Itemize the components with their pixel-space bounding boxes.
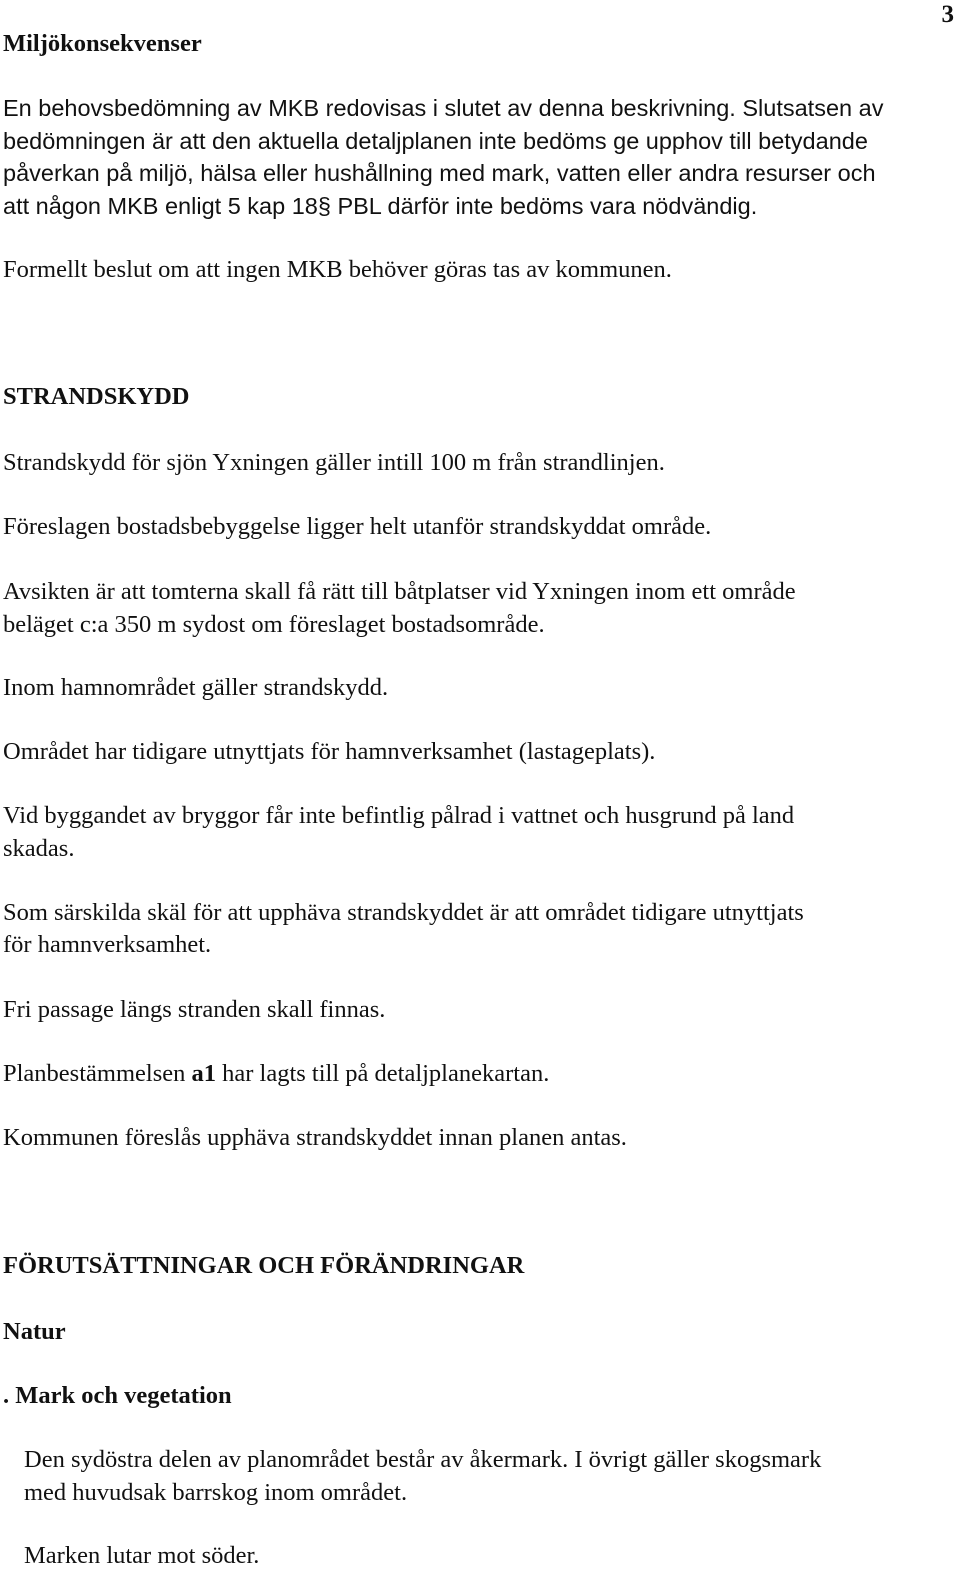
text-line: beläget c:a 350 m sydost om föreslaget bostadsområde.	[3, 611, 545, 638]
strandskydd-paragraph-10: Kommunen föreslås upphäva strandskyddet innan planen antas.	[3, 1124, 627, 1151]
text-line: påverkan på miljö, hälsa eller hushållning med mark, vatten eller andra resurser och	[3, 160, 876, 186]
mark-paragraph-2: Marken lutar mot söder.	[24, 1542, 260, 1569]
text-line: Avsikten är att tomterna skall få rätt till båtplatser vid Yxningen inom ett område	[3, 578, 796, 605]
strandskydd-paragraph-1: Strandskydd för sjön Yxningen gäller intill 100 m från strandlinjen.	[3, 449, 665, 476]
miljo-heading: Miljökonsekvenser	[3, 30, 202, 57]
text-line: En behovsbedömning av MKB redovisas i slutet av denna beskrivning. Slutsatsen av	[3, 95, 884, 121]
text-line: bedömningen är att den aktuella detaljplanen inte bedöms ge upphov till betydande	[3, 128, 868, 154]
text-line: med huvudsak barrskog inom området.	[24, 1479, 408, 1506]
strandskydd-paragraph-9	[3, 1058, 549, 1090]
strandskydd-paragraph-8: Fri passage längs stranden skall finnas.	[3, 996, 386, 1023]
text-after: har lagts till på detaljplanekartan.	[215, 1060, 550, 1087]
miljo-paragraph-2: Formellt beslut om att ingen MKB behöver göras tas av kommunen.	[3, 256, 672, 283]
text-line: skadas.	[3, 835, 75, 862]
text-line: för hamnverksamhet.	[3, 931, 212, 958]
plan-code: a1	[191, 1060, 216, 1087]
text-line: att någon MKB enligt 5 kap 18§ PBL därför inte bedöms vara nödvändig.	[3, 193, 758, 219]
text-before: Planbestämmelsen	[3, 1060, 192, 1087]
mark-vegetation-subheading: . Mark och vegetation	[3, 1382, 232, 1409]
strandskydd-paragraph-4: Inom hamnområdet gäller strandskydd.	[3, 674, 389, 701]
strandskydd-heading: STRANDSKYDD	[3, 383, 190, 410]
text-line: Som särskilda skäl för att upphäva strandskyddet är att området tidigare utnyttjats	[3, 899, 804, 926]
text-line: Den sydöstra delen av planområdet består av åkermark. I övrigt gäller skogsmark	[24, 1446, 822, 1473]
natur-subheading: Natur	[3, 1318, 66, 1345]
text-line: Vid byggandet av bryggor får inte befintlig pålrad i vattnet och husgrund på land	[3, 802, 795, 829]
strandskydd-paragraph-2: Föreslagen bostadsbebyggelse ligger helt utanför strandskyddat område.	[3, 513, 712, 540]
page-number: 3	[941, 1, 954, 28]
forutsattningar-heading: FÖRUTSÄTTNINGAR OCH FÖRÄNDRINGAR	[3, 1252, 525, 1279]
strandskydd-paragraph-5: Området har tidigare utnyttjats för hamnverksamhet (lastageplats).	[3, 738, 656, 765]
